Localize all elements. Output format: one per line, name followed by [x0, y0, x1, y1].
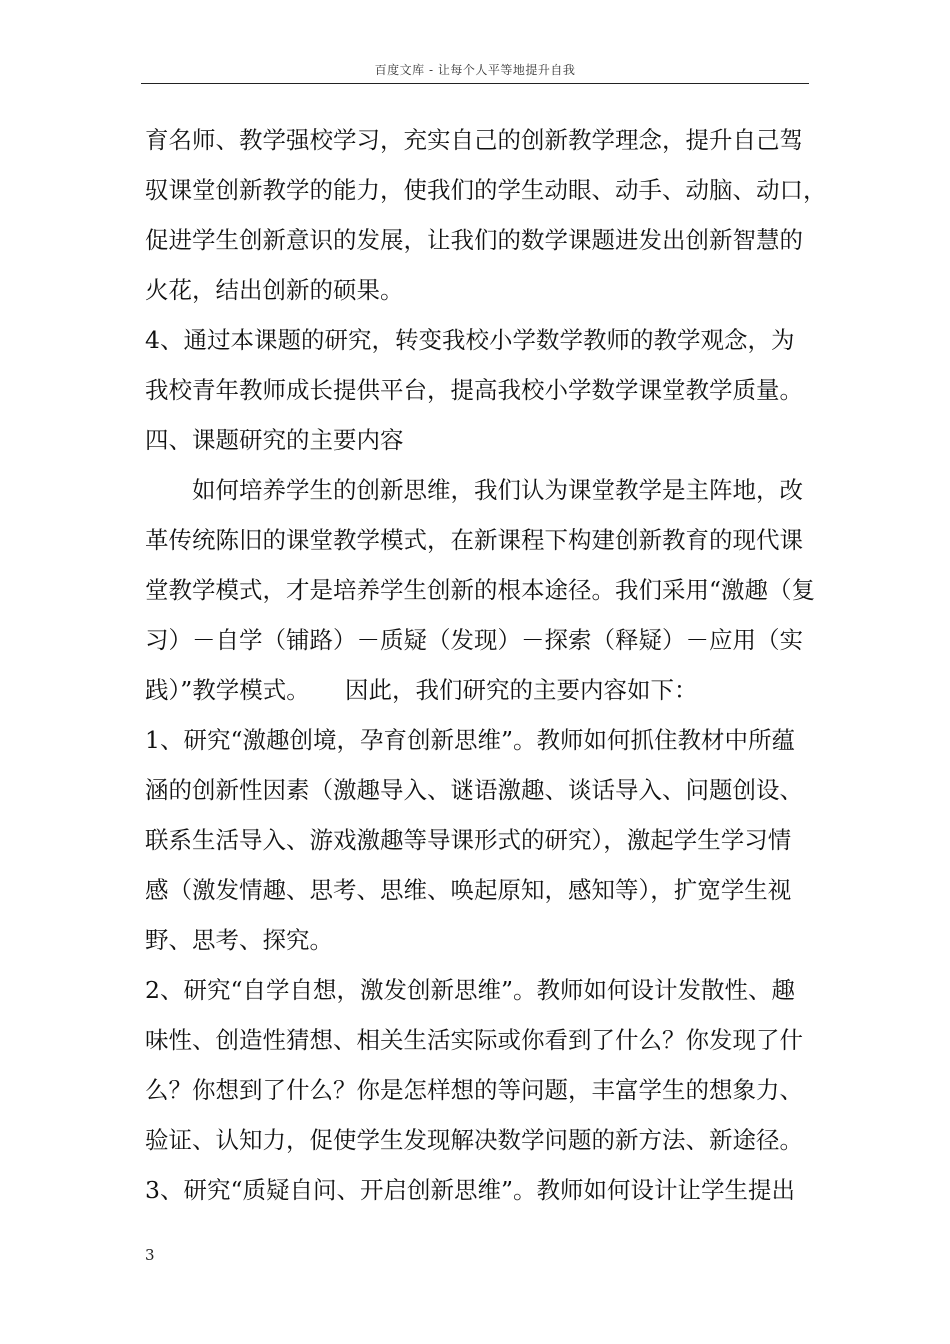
text-line: 火花，结出创新的硕果。	[145, 276, 404, 304]
text-line: 堂教学模式，才是培养学生创新的根本途径。我们采用“激趣（复	[145, 576, 816, 604]
text-line: 么？你想到了什么？你是怎样想的等问题，丰富学生的想象力、	[145, 1076, 803, 1104]
text-line: 味性、创造性猜想、相关生活实际或你看到了什么？你发现了什	[145, 1026, 803, 1054]
text-line: 育名师、教学强校学习，充实自己的创新教学理念，提升自己驾	[145, 126, 803, 154]
section-heading: 四、课题研究的主要内容	[145, 426, 404, 454]
text-line: 我校青年教师成长提供平台，提高我校小学数学课堂教学质量。	[145, 376, 803, 404]
text-line: 1、研究“激趣创境，孕育创新思维”。教师如何抓住教材中所蕴	[145, 726, 795, 754]
header-divider	[141, 83, 809, 84]
text-line: 联系生活导入、游戏激趣等导课形式的研究），激起学生学习情	[145, 826, 792, 854]
text-line: 验证、认知力，促使学生发现解决数学问题的新方法、新途径。	[145, 1126, 803, 1154]
text-line: 践）”教学模式。 因此，我们研究的主要内容如下：	[145, 676, 698, 704]
page-number: 3	[145, 1246, 155, 1264]
text-line: 习）－自学（铺路）－质疑（发现）－探索（释疑）－应用（实	[145, 626, 803, 654]
text-line: 革传统陈旧的课堂教学模式，在新课程下构建创新教育的现代课	[145, 526, 803, 554]
text-line: 2、研究“自学自想，激发创新思维”。教师如何设计发散性、趣	[145, 976, 795, 1004]
text-line: 感（激发情趣、思考、思维、唤起原知，感知等），扩宽学生视	[145, 876, 792, 904]
text-line: 涵的创新性因素（激趣导入、谜语激趣、谈话导入、问题创设、	[145, 776, 803, 804]
text-line: 3、研究“质疑自问、开启创新思维”。教师如何设计让学生提出	[145, 1176, 795, 1204]
text-line: 促进学生创新意识的发展，让我们的数学课题进发出创新智慧的	[145, 226, 803, 254]
text-line: 如何培养学生的创新思维，我们认为课堂教学是主阵地，改	[145, 476, 803, 504]
text-line: 野、思考、探究。	[145, 926, 333, 954]
text-line: 4、通过本课题的研究，转变我校小学数学教师的教学观念，为	[145, 326, 795, 354]
text-line: 驭课堂创新教学的能力，使我们的学生动眼、动手、动脑、动口，	[145, 176, 827, 204]
page-header: 百度文库 - 让每个人平等地提升自我	[374, 63, 576, 77]
body-text	[145, 115, 827, 1215]
